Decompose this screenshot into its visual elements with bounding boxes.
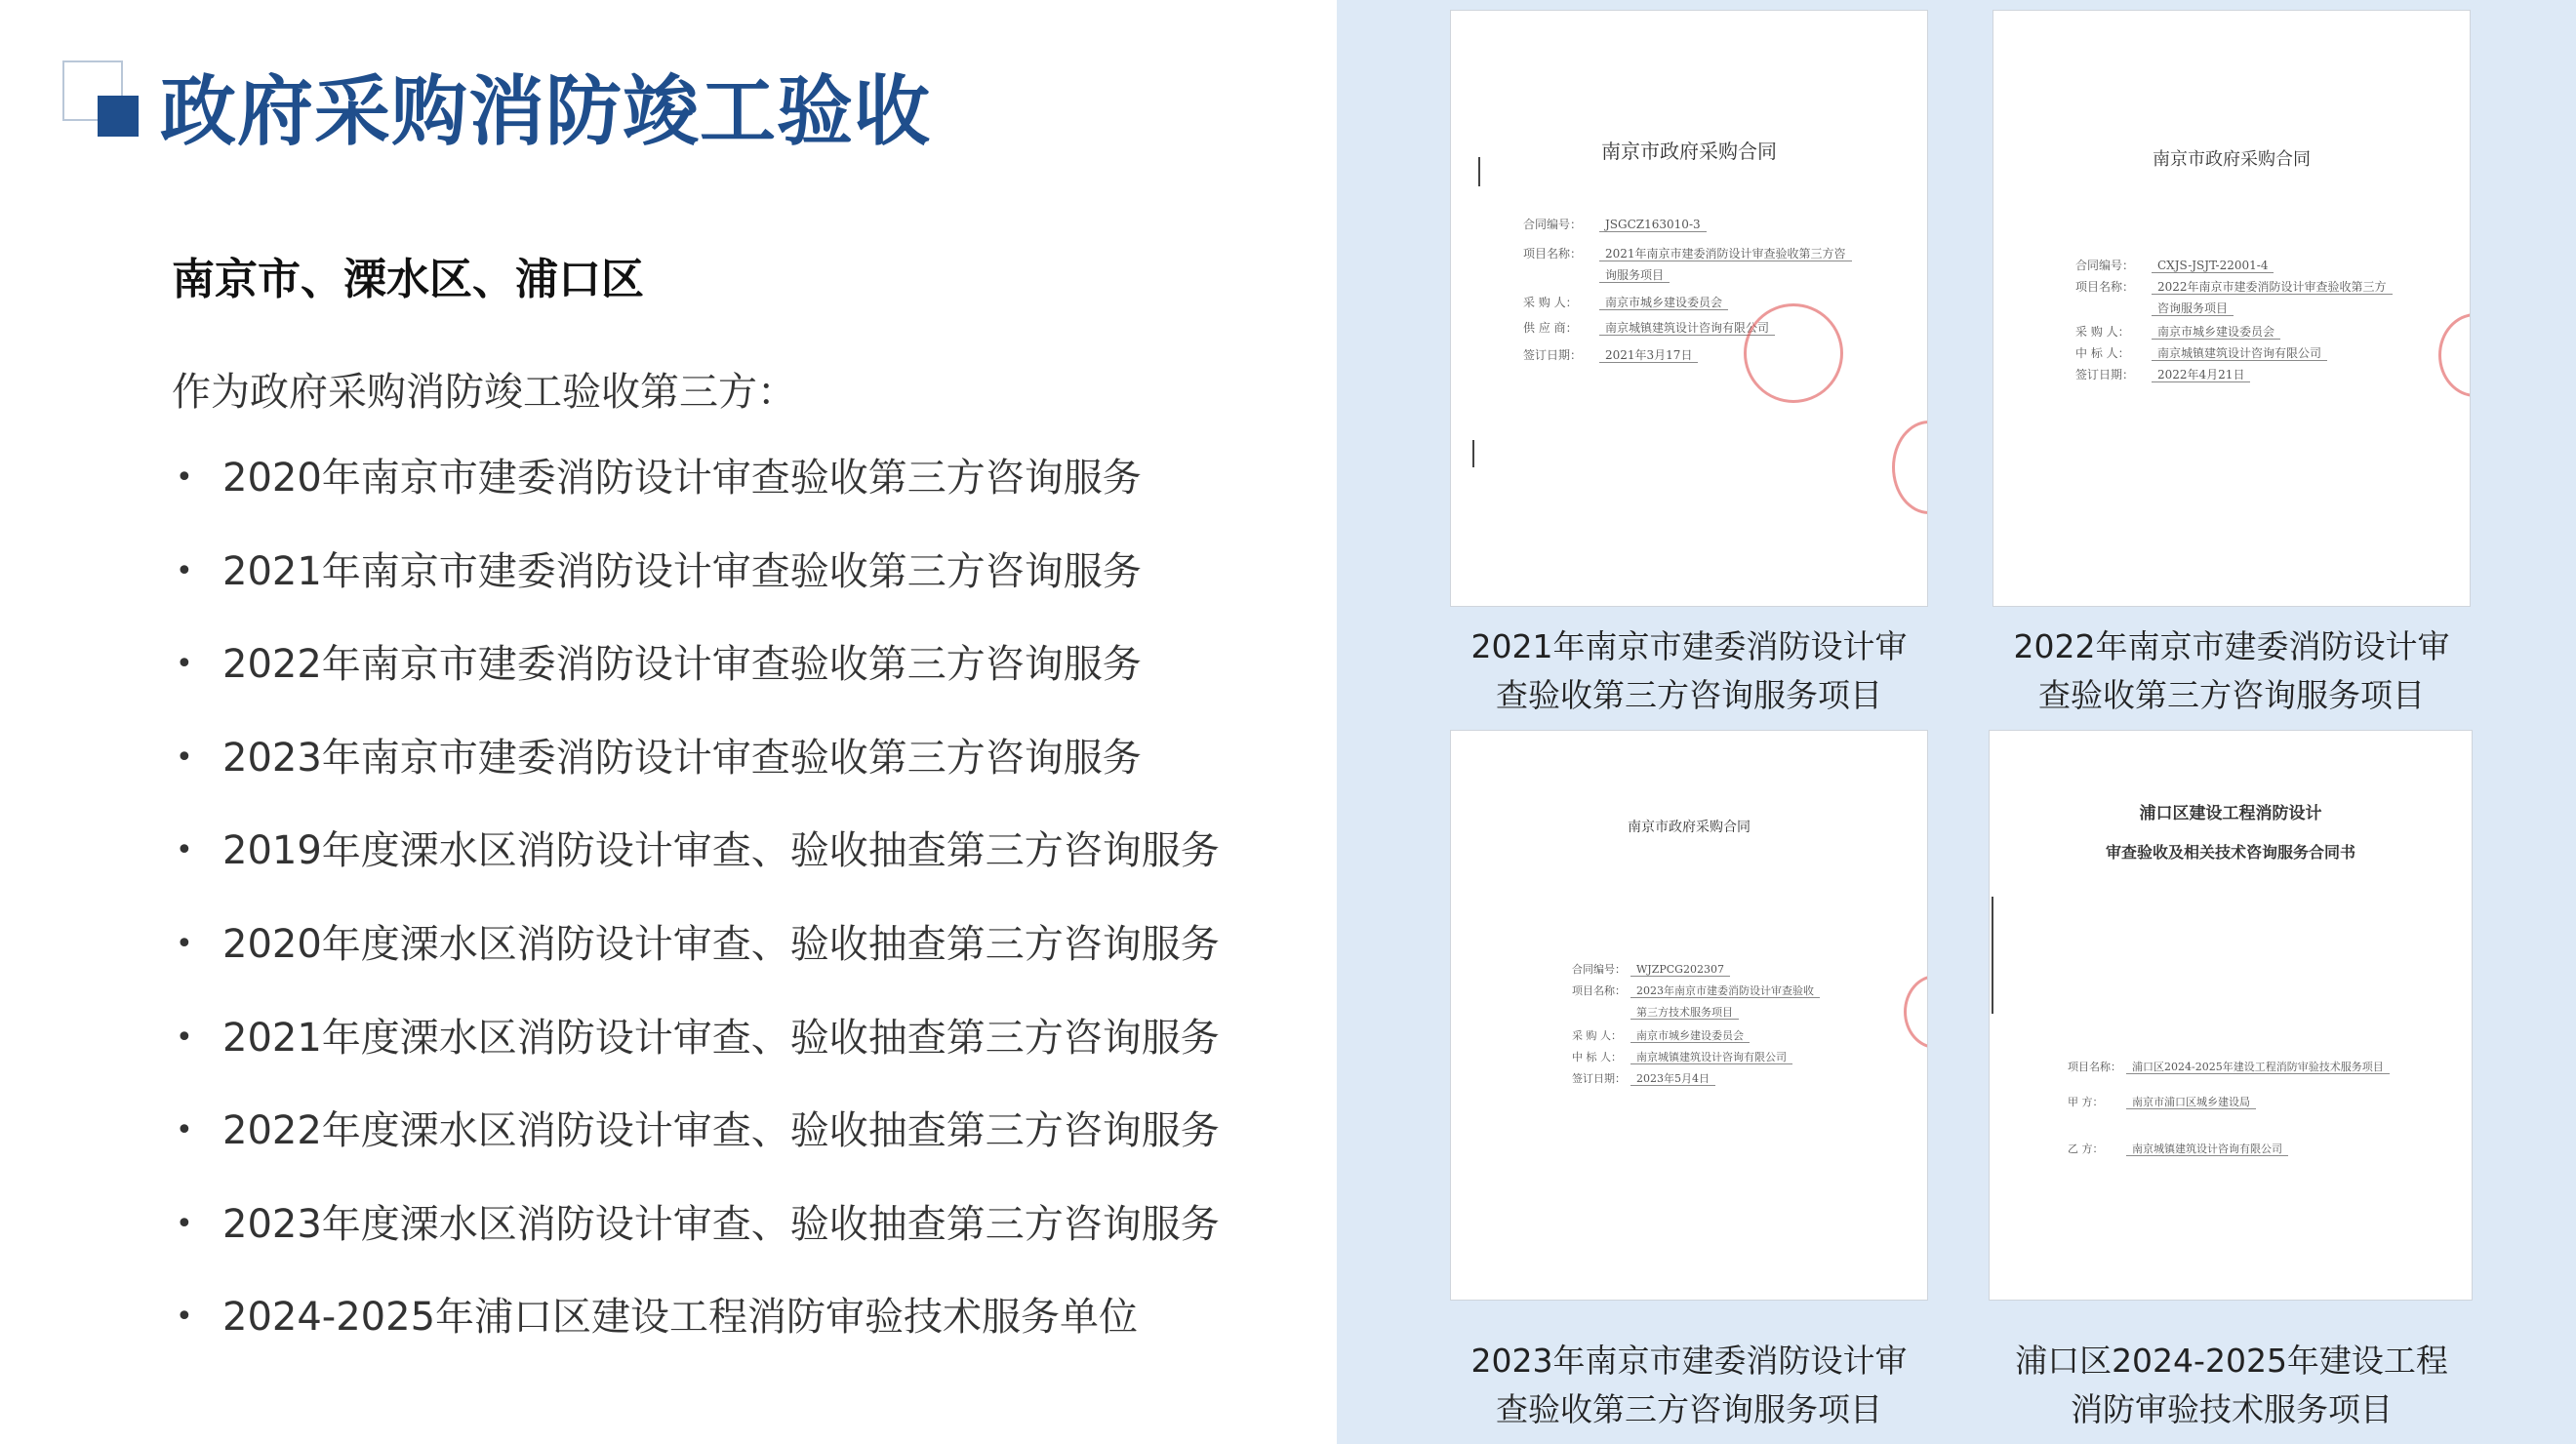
contracts-panel bbox=[1337, 0, 2576, 1444]
doc-row: 合同编号： JSGCZ163010-3 bbox=[1523, 216, 1707, 232]
list-item: • 2023年度溧水区消防设计审查、验收抽查第三方咨询服务 bbox=[172, 1195, 1220, 1289]
doc-row: 项目名称： 2022年南京市建委消防设计审查验收第三方 bbox=[2075, 278, 2393, 295]
bullet-icon: • bbox=[176, 461, 193, 495]
bullet-icon: • bbox=[176, 740, 193, 775]
doc-row: 签订日期： 2021年3月17日 bbox=[1523, 346, 1698, 363]
red-seal-icon bbox=[1744, 303, 1843, 403]
bullet-icon: • bbox=[176, 553, 193, 588]
doc-row: 中 标 人： 南京城镇建筑设计咨询有限公司 bbox=[1572, 1049, 1792, 1064]
list-item: • 2022年度溧水区消防设计审查、验收抽查第三方咨询服务 bbox=[172, 1102, 1220, 1195]
bullet-icon: • bbox=[176, 926, 193, 961]
doc-row: 签订日期： 2023年5月4日 bbox=[1572, 1070, 1715, 1086]
caption-pukou: 浦口区2024-2025年建设工程 消防审验技术服务项目 bbox=[2015, 1342, 2448, 1428]
caption-2021: 2021年南京市建委消防设计审 查验收第三方咨询服务项目 bbox=[1470, 627, 1908, 714]
intro-text: 作为政府采购消防竣工验收第三方： bbox=[172, 370, 796, 415]
region-heading: 南京市、溧水区、浦口区 bbox=[172, 255, 644, 304]
list-item: • 2019年度溧水区消防设计审查、验收抽查第三方咨询服务 bbox=[172, 822, 1220, 915]
doc-row: 供 应 商： 南京城镇建筑设计咨询有限公司 bbox=[1523, 319, 1775, 336]
bullet-icon: • bbox=[176, 1113, 193, 1148]
doc-row: 合同编号： WJZPCG202307 bbox=[1572, 961, 1730, 977]
doc-row: 签订日期： 2022年4月21日 bbox=[2075, 366, 2250, 382]
doc-subtitle: 审查验收及相关技术咨询服务合同书 bbox=[2105, 843, 2355, 862]
doc-row: 项目名称： 浦口区2024-2025年建设工程消防审验技术服务项目 bbox=[2068, 1059, 2390, 1074]
doc-row: 中 标 人： 南京城镇建筑设计咨询有限公司 bbox=[2075, 344, 2327, 361]
doc-row: 采 购 人： 南京市城乡建设委员会 bbox=[1523, 294, 1728, 310]
doc-row: 咨询服务项目 bbox=[2075, 300, 2234, 316]
caption-2023: 2023年南京市建委消防设计审 查验收第三方咨询服务项目 bbox=[1470, 1342, 1908, 1428]
list-item: • 2021年度溧水区消防设计审查、验收抽查第三方咨询服务 bbox=[172, 1009, 1220, 1103]
contract-scan-2023 bbox=[1450, 730, 1928, 1301]
doc-row: 合同编号： CXJS-JSJT-22001-4 bbox=[2075, 257, 2274, 273]
bullet-icon: • bbox=[176, 1020, 193, 1055]
list-item: • 2024-2025年浦口区建设工程消防审验技术服务单位 bbox=[172, 1288, 1220, 1382]
red-seal-icon bbox=[2438, 313, 2471, 397]
bullet-icon: • bbox=[176, 1206, 193, 1241]
contract-scan-pukou bbox=[1989, 730, 2473, 1301]
doc-row: 第三方技术服务项目 bbox=[1572, 1004, 1739, 1020]
bullet-icon: • bbox=[176, 833, 193, 868]
page-title: 政府采购消防竣工验收 bbox=[160, 68, 932, 156]
list-item: • 2022年南京市建委消防设计审查验收第三方咨询服务 bbox=[172, 635, 1220, 729]
list-item: • 2020年南京市建委消防设计审查验收第三方咨询服务 bbox=[172, 449, 1220, 542]
doc-title: 南京市政府采购合同 bbox=[1628, 820, 1751, 835]
contract-scan-2021 bbox=[1450, 10, 1928, 607]
red-seal-icon bbox=[1904, 975, 1928, 1049]
doc-title: 南京市政府采购合同 bbox=[1601, 140, 1777, 163]
doc-row: 项目名称： 2023年南京市建委消防设计审查验收 bbox=[1572, 983, 1820, 998]
list-item: • 2021年南京市建委消防设计审查验收第三方咨询服务 bbox=[172, 542, 1220, 636]
list-item: • 2023年南京市建委消防设计审查验收第三方咨询服务 bbox=[172, 729, 1220, 822]
doc-title: 浦口区建设工程消防设计 bbox=[2139, 804, 2322, 823]
scan-mark bbox=[1478, 157, 1480, 186]
bullet-icon: • bbox=[176, 1300, 193, 1335]
title-square-icon bbox=[62, 60, 125, 123]
doc-row: 采 购 人： 南京市城乡建设委员会 bbox=[1572, 1027, 1750, 1043]
contract-scan-2022 bbox=[1992, 10, 2471, 607]
list-item: • 2020年度溧水区消防设计审查、验收抽查第三方咨询服务 bbox=[172, 915, 1220, 1009]
doc-title: 南京市政府采购合同 bbox=[2153, 149, 2311, 170]
scan-mark bbox=[1472, 440, 1474, 467]
doc-row: 项目名称： 2021年南京市建委消防设计审查验收第三方咨 bbox=[1523, 245, 1852, 261]
service-list bbox=[172, 449, 1220, 1382]
doc-row: 乙 方： 南京城镇建筑设计咨询有限公司 bbox=[2068, 1141, 2288, 1156]
caption-2022: 2022年南京市建委消防设计审 查验收第三方咨询服务项目 bbox=[2013, 627, 2450, 714]
red-seal-icon bbox=[1892, 421, 1928, 514]
bullet-icon: • bbox=[176, 647, 193, 682]
doc-row: 询服务项目 bbox=[1523, 266, 1670, 283]
scan-mark bbox=[1992, 897, 1993, 1014]
doc-row: 采 购 人： 南京市城乡建设委员会 bbox=[2075, 323, 2280, 340]
doc-row: 甲 方： 南京市浦口区城乡建设局 bbox=[2068, 1094, 2256, 1109]
